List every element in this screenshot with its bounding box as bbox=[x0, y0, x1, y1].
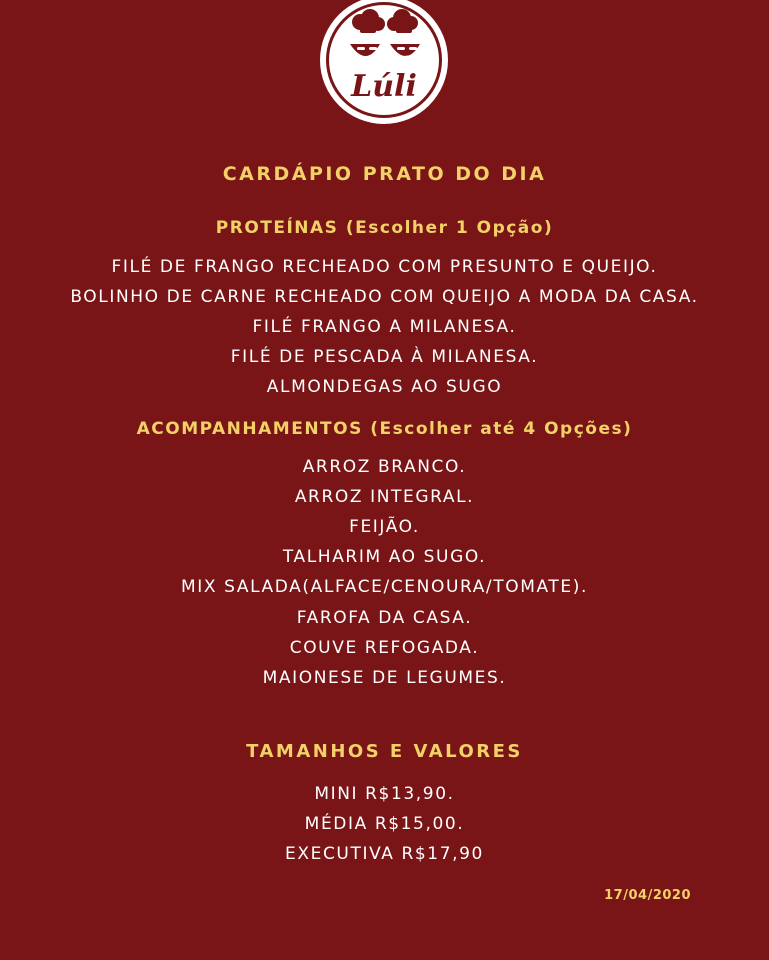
side-item: ARROZ INTEGRAL. bbox=[294, 487, 475, 507]
side-item: FAROFA DA CASA. bbox=[296, 608, 473, 628]
menu-title: CARDÁPIO PRATO DO DIA bbox=[222, 163, 547, 185]
protein-item: FILÉ DE PESCADA À MILANESA. bbox=[230, 347, 539, 367]
side-item: COUVE REFOGADA. bbox=[289, 638, 480, 658]
sizes-heading: TAMANHOS E VALORES bbox=[246, 741, 523, 762]
protein-item: BOLINHO DE CARNE RECHEADO COM QUEIJO A MODA DA CASA. bbox=[70, 287, 699, 307]
side-item: MAIONESE DE LEGUMES. bbox=[262, 668, 507, 688]
chef-faces-logo-icon bbox=[316, 0, 452, 128]
protein-item: FILÉ FRANGO A MILANESA. bbox=[252, 317, 517, 337]
size-item: EXECUTIVA R$17,90 bbox=[285, 844, 484, 864]
protein-item: FILÉ DE FRANGO RECHEADO COM PRESUNTO E QUEIJO. bbox=[111, 257, 658, 277]
side-item: FEIJÃO. bbox=[349, 517, 420, 537]
size-item: MINI R$13,90. bbox=[314, 784, 455, 804]
menu-date: 17/04/2020 bbox=[604, 888, 691, 903]
side-item: MIX SALADA(ALFACE/CENOURA/TOMATE). bbox=[181, 577, 588, 597]
proteins-heading: PROTEÍNAS (Escolher 1 Opção) bbox=[215, 218, 554, 238]
sides-heading: ACOMPANHAMENTOS (Escolher até 4 Opções) bbox=[136, 419, 633, 439]
protein-item: ALMONDEGAS AO SUGO bbox=[266, 377, 503, 397]
side-item: ARROZ BRANCO. bbox=[302, 457, 467, 477]
side-item: TALHARIM AO SUGO. bbox=[282, 547, 487, 567]
luli-logo bbox=[316, 0, 452, 128]
logo-brand-text: Lúli bbox=[351, 69, 417, 104]
size-item: MÉDIA R$15,00. bbox=[304, 814, 465, 834]
